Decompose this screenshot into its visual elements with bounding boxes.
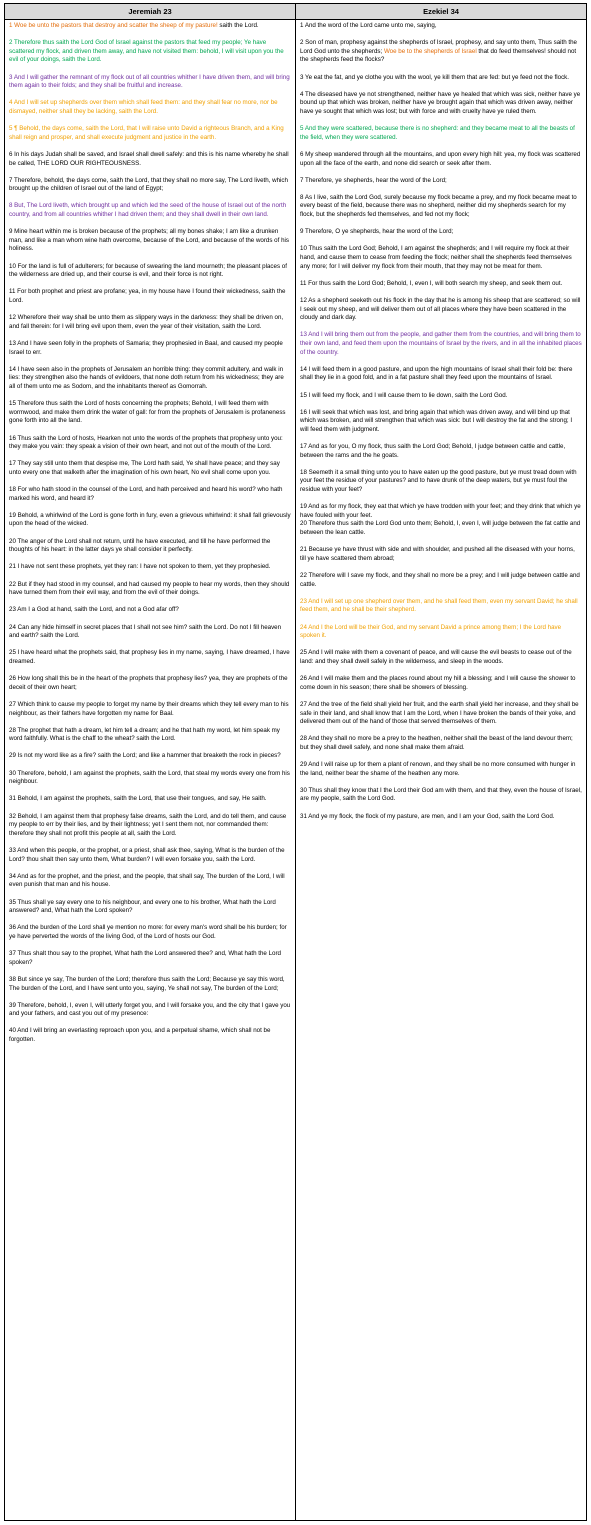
verse: 1 And the word of the Lord came unto me, saying, — [300, 22, 437, 29]
verse: 28 The prophet that hath a dream, let him tell a dream; and he that hath my word, let him speak my word faithfully. What is the chaff to the wheat? saith the Lord. — [9, 726, 280, 743]
verse-highlight: Woe be unto the pastors that destroy and scatter the sheep of my pasture! — [14, 22, 218, 29]
verse: 14 I have seen also in the prophets of Jerusalem an horrible thing: they commit adultery, and walk in lies: they strengthen also the hands of evildoers, that none doth return from his wickedness; they are all of them unto me as Sodom, and the inhabitants thereof as Gomorrah. — [9, 365, 284, 390]
verse: 30 Therefore, behold, I am against the prophets, saith the Lord, that steal my words every one from his neighbour. — [9, 769, 290, 786]
verse: 12 As a shepherd seeketh out his flock in the day that he is among his sheep that are scattered; so will I seek out my sheep, and will deliver them out of all places where they have been scattered in the cloudy and dark day. — [300, 297, 581, 322]
verse: 26 How long shall this be in the heart of the prophets that prophesy lies? yea, they are prophets of the deceit of their own heart; — [9, 675, 288, 691]
verse: 9 Therefore, O ye shepherds, hear the word of the Lord; — [300, 228, 454, 236]
verse: 36 And the burden of the Lord shall ye mention no more: for every man's word shall be his burden; for ye have perverted the words of the living God, of the Lord of hosts our God. — [9, 924, 287, 940]
verse: 20 Therefore thus saith the Lord God unto them; Behold, I, even I, will judge between the fat cattle and between the lean cattle. — [300, 520, 581, 537]
verse: 4 And I will set up shepherds over them which shall feed them: and they shall fear no more, nor be dismayed, neither shall they be lacking, saith the Lord. — [9, 99, 278, 115]
verse: 26 And I will make them and the places round about my hill a blessing; and I will cause the shower to come down in his season; there shall be showers of blessing. — [300, 675, 576, 691]
verse: 17 They say still unto them that despise me, The Lord hath said, Ye shall have peace; and they say unto every one that walketh after the imagination of his own heart, No evil shall come upon you. — [9, 460, 280, 476]
verse: 7 Therefore, ye shepherds, hear the word of the Lord; — [300, 176, 447, 184]
verse-text: 2 Son of man, prophesy against the shepherds of Israel, prophesy, and say unto them, Thus saith the Lord God unto the shepherds; — [300, 39, 578, 55]
verse: 21 I have not sent these prophets, yet they ran: I have not spoken to them, yet they prophesied. — [9, 563, 271, 571]
verse: 23 And I will set up one shepherd over them, and he shall feed them, even my servant David; he shall feed them, and he shall be their shepherd. — [300, 597, 578, 614]
verse: 3 And I will gather the remnant of my flock out of all countries whither I have driven them, and will bring them again to their folds; and they shall be fruitful and increase. — [9, 73, 290, 90]
verse — [9, 22, 291, 31]
header-ezekiel: Ezekiel 34 — [423, 7, 459, 16]
verse: 2 Therefore thus saith the Lord God of Israel against the pastors that feed my people; Ye have scattered my flock, and driven them away, and have not visited them: behold, I will visit upon you the evil of your doings, saith the Lord. — [9, 39, 284, 64]
verse: 15 Therefore thus saith the Lord of hosts concerning the prophets; Behold, I will feed them with wormwood, and make them drink the water of gall: for from the prophets of Jerusalem is profaneness gone forth into all the land. — [9, 400, 286, 425]
verse: 34 And as for the prophet, and the priest, and the people, that shall say, The burden of the Lord, I will even punish that man and his house. — [9, 872, 285, 889]
jeremiah-column — [5, 20, 296, 1520]
verse: 24 Can any hide himself in secret places that I shall not see him? saith the Lord. Do not I fill heaven and earth? saith the Lord. — [9, 623, 282, 640]
verse: 25 I have heard what the prophets said, that prophesy lies in my name, saying, I have dreamed, I have dreamed. — [9, 649, 290, 665]
verse: 14 I will feed them in a good pasture, and upon the high mountains of Israel shall their fold be: there shall they lie in a good fold, and in a fat pasture shall they feed upon the mountains of Israel. — [300, 365, 573, 382]
verse: 32 Behold, I am against them that prophesy false dreams, saith the Lord, and do tell them, and cause my people to err by their lies, and by their lightness; yet I sent them not, nor commanded them: therefore they shall not profit this people at all, saith the Lord. — [9, 812, 287, 837]
verse: 18 For who hath stood in the counsel of the Lord, and hath perceived and heard his word? who hath marked his word, and heard it? — [9, 486, 283, 502]
verse: 27 And the tree of the field shall yield her fruit, and the earth shall yield her increase, and they shall be safe in their land, and shall know that I am the Lord, when I have broken the bands of their yoke, and delivered them out of the hand of those that served themselves of them. — [300, 700, 579, 726]
verse-highlight: Woe be to the shepherds of Israel — [383, 47, 477, 55]
verse: 18 Seemeth it a small thing unto you to have eaten up the good pasture, but ye must tread down with your feet the residue of your pastures? and to have drunk of the deep waters, but ye must foul the residue with your feet? — [300, 468, 577, 494]
verse: 12 Wherefore their way shall be unto them as slippery ways in the darkness: they shall be driven on, and fall therein: for I will bring evil upon them, even the year of their visitation, saith the Lord. — [9, 314, 284, 330]
verse: 20 The anger of the Lord shall not return, until he have executed, and till he have performed the thoughts of his heart: in the latter days ye shall consider it perfectly. — [9, 537, 271, 554]
verse: 8 But, The Lord liveth, which brought up and which led the seed of the house of Israel out of the north country, and from all countries whither I had driven them; and they shall dwell in their own land. — [9, 202, 287, 219]
verse: 28 And they shall no more be a prey to the heathen, neither shall the beast of the land devour them; but they shall dwell safely, and none shall make them afraid. — [300, 735, 573, 751]
verse: 31 And ye my flock, the flock of my pasture, are men, and I am your God, saith the Lord God. — [300, 812, 555, 820]
verse: 13 And I will bring them out from the people, and gather them from the countries, and will bring them to their own land, and feed them upon the mountains of Israel by the rivers, and in all the inhabited places of the country. — [300, 331, 582, 356]
verse-number: 1 — [9, 22, 15, 29]
verse: 25 And I will make with them a covenant of peace, and will cause the evil beasts to cease out of the land: and they shall dwell safely in the wilderness, and sleep in the woods. — [300, 649, 572, 665]
verse: 38 But since ye say, The burden of the Lord; therefore thus saith the Lord; Because ye say this word, The burden of the Lord, and I have sent unto you, saying, Ye shall not say, The burden of the Lord; — [9, 975, 285, 992]
verse: 35 Thus shall ye say every one to his neighbour, and every one to his brother, What hath the Lord answered? and, What hath the Lord spoken? — [9, 898, 276, 915]
ezekiel-column — [296, 20, 586, 1520]
verse: 5 ¶ Behold, the days come, saith the Lord, that I will raise unto David a righteous Branch, and a King shall reign and prosper, and shall execute judgment and justice in the earth. — [9, 125, 284, 141]
verse: 3 Ye eat the fat, and ye clothe you with the wool, ye kill them that are fed: but ye feed not the flock. — [300, 73, 569, 81]
verse: 22 Therefore will I save my flock, and they shall no more be a prey; and I will judge between cattle and cattle. — [300, 572, 580, 588]
verse: 33 And when this people, or the prophet, or a priest, shall ask thee, saying, What is the burden of the Lord? thou shalt then say unto them, What burden? I will even forsake you, saith the Lord. — [9, 847, 285, 863]
verse: 27 Which think to cause my people to forget my name by their dreams which they tell every man to his neighbour, as their fathers have forgotten my name for Baal. — [9, 700, 289, 717]
verse: 22 But if they had stood in my counsel, and had caused my people to hear my words, then they should have turned them from their evil way, and from the evil of their doings. — [9, 580, 290, 597]
verse: 6 My sheep wandered through all the mountains, and upon every high hill: yea, my flock was scattered upon all the face of the earth, and none did search or seek after them. — [300, 150, 581, 167]
verse: 10 Thus saith the Lord God; Behold, I am against the shepherds; and I will require my flock at their hand, and cause them to cease from feeding the flock; neither shall the shepherds feed themselves any more; for I will deliver my flock from their mouth, that they may not be meat for them. — [300, 245, 572, 270]
verse: 15 I will feed my flock, and I will cause them to lie down, saith the Lord God. — [300, 391, 508, 399]
verse: 29 And I will raise up for them a plant of renown, and they shall be no more consumed with hunger in the land, neither bear the shame of the heathen any more. — [300, 761, 576, 777]
verse: 11 For both prophet and priest are profane; yea, in my house have I found their wickedness, saith the Lord. — [9, 288, 286, 304]
verse: 23 Am I a God at hand, saith the Lord, and not a God afar off? — [9, 606, 179, 614]
verse: 39 Therefore, behold, I, even I, will utterly forget you, and I will forsake you, and the city that I gave you and your fathers, and cast you out of my presence: — [9, 1001, 291, 1018]
verse: 10 For the land is full of adulterers; for because of swearing the land mourneth; the pleasant places of the wilderness are dried up, and their course is evil, and their force is not right. — [9, 262, 287, 279]
header-jeremiah: Jeremiah 23 — [5, 4, 296, 19]
verse: 16 I will seek that which was lost, and bring again that which was driven away, and will bind up that which was broken, and will strengthen that which was sick: but I will destroy the fat and the strong; I will feed them with judgment. — [300, 408, 573, 433]
verse: 40 And I will bring an everlasting reproach upon you, and a perpetual shame, which shall not be forgotten. — [9, 1027, 271, 1044]
verse: 19 Behold, a whirlwind of the Lord is gone forth in fury, even a grievous whirlwind: it shall fall grievously upon the head of the wicked. — [9, 511, 291, 528]
verse-text: that do feed themselves! should not the shepherds feed the flocks? — [300, 47, 577, 64]
table-header — [5, 4, 586, 20]
table-body — [5, 20, 586, 1520]
verse: 29 Is not my word like as a fire? saith the Lord; and like a hammer that breaketh the rock in pieces? — [9, 752, 281, 760]
verse: 5 And they were scattered, because there is no shepherd: and they became meat to all the beasts of the field, when they were scattered. — [300, 125, 575, 141]
verse-text: saith the Lord. — [217, 22, 259, 29]
verse: 6 In his days Judah shall be saved, and Israel shall dwell safely: and this is his name whereby he shall be called, THE LORD OUR RIGHTEOUSNESS. — [9, 150, 289, 167]
verse — [300, 39, 582, 65]
verse: 11 For thus saith the Lord God; Behold, I, even I, will both search my sheep, and seek them out. — [300, 279, 563, 287]
verse: 24 And I the Lord will be their God, and my servant David a prince among them; I the Lord have spoken it. — [300, 623, 562, 640]
verse: 9 Mine heart within me is broken because of the prophets; all my bones shake; I am like a drunken man, and like a man whom wine hath overcome, because of the Lord, and because of the words of his holiness. — [9, 228, 289, 253]
verse: 31 Behold, I am against the prophets, saith the Lord, that use their tongues, and say, He saith. — [9, 795, 267, 803]
comparison-table — [4, 3, 587, 1521]
verse: 7 Therefore, behold, the days come, saith the Lord, that they shall no more say, The Lord liveth, which brought up the children of Israel out of the land of Egypt; — [9, 176, 288, 193]
verse: 30 Thus shall they know that I the Lord their God am with them, and that they, even the house of Israel, are my people, saith the Lord God. — [300, 786, 582, 803]
verse: 37 Thus shalt thou say to the prophet, What hath the Lord answered thee? and, What hath the Lord spoken? — [9, 950, 281, 966]
verse: 13 And I have seen folly in the prophets of Samaria; they prophesied in Baal, and caused my people Israel to err. — [9, 339, 283, 356]
verse: 16 Thus saith the Lord of hosts, Hearken not unto the words of the prophets that prophesy unto you: they make you vain: they speak a vision of their own heart, and not out of the mouth of the Lord. — [9, 434, 283, 451]
verse: 17 And as for you, O my flock, thus saith the Lord God; Behold, I judge between cattle and cattle, between the rams and the he goats. — [300, 443, 566, 459]
verse: 4 The diseased have ye not strengthened, neither have ye healed that which was sick, neither have ye bound up that which was broken, neither have ye brought again that which was driven away, neither have ye sought that which was lost; but with force and with cruelty have ye ruled them. — [300, 90, 581, 115]
verse: 21 Because ye have thrust with side and with shoulder, and pushed all the diseased with your horns, till ye have scattered them abroad; — [300, 546, 575, 562]
verse: 19 And as for my flock, they eat that which ye have trodden with your feet; and they drink that which ye have fouled with your feet. — [300, 503, 581, 519]
verse: 8 As I live, saith the Lord God, surely because my flock became a prey, and my flock became meat to every beast of the field, because there was no shepherd, neither did my shepherds search for my flock, but the shepherds fed themselves, and fed not my flock; — [300, 193, 577, 219]
